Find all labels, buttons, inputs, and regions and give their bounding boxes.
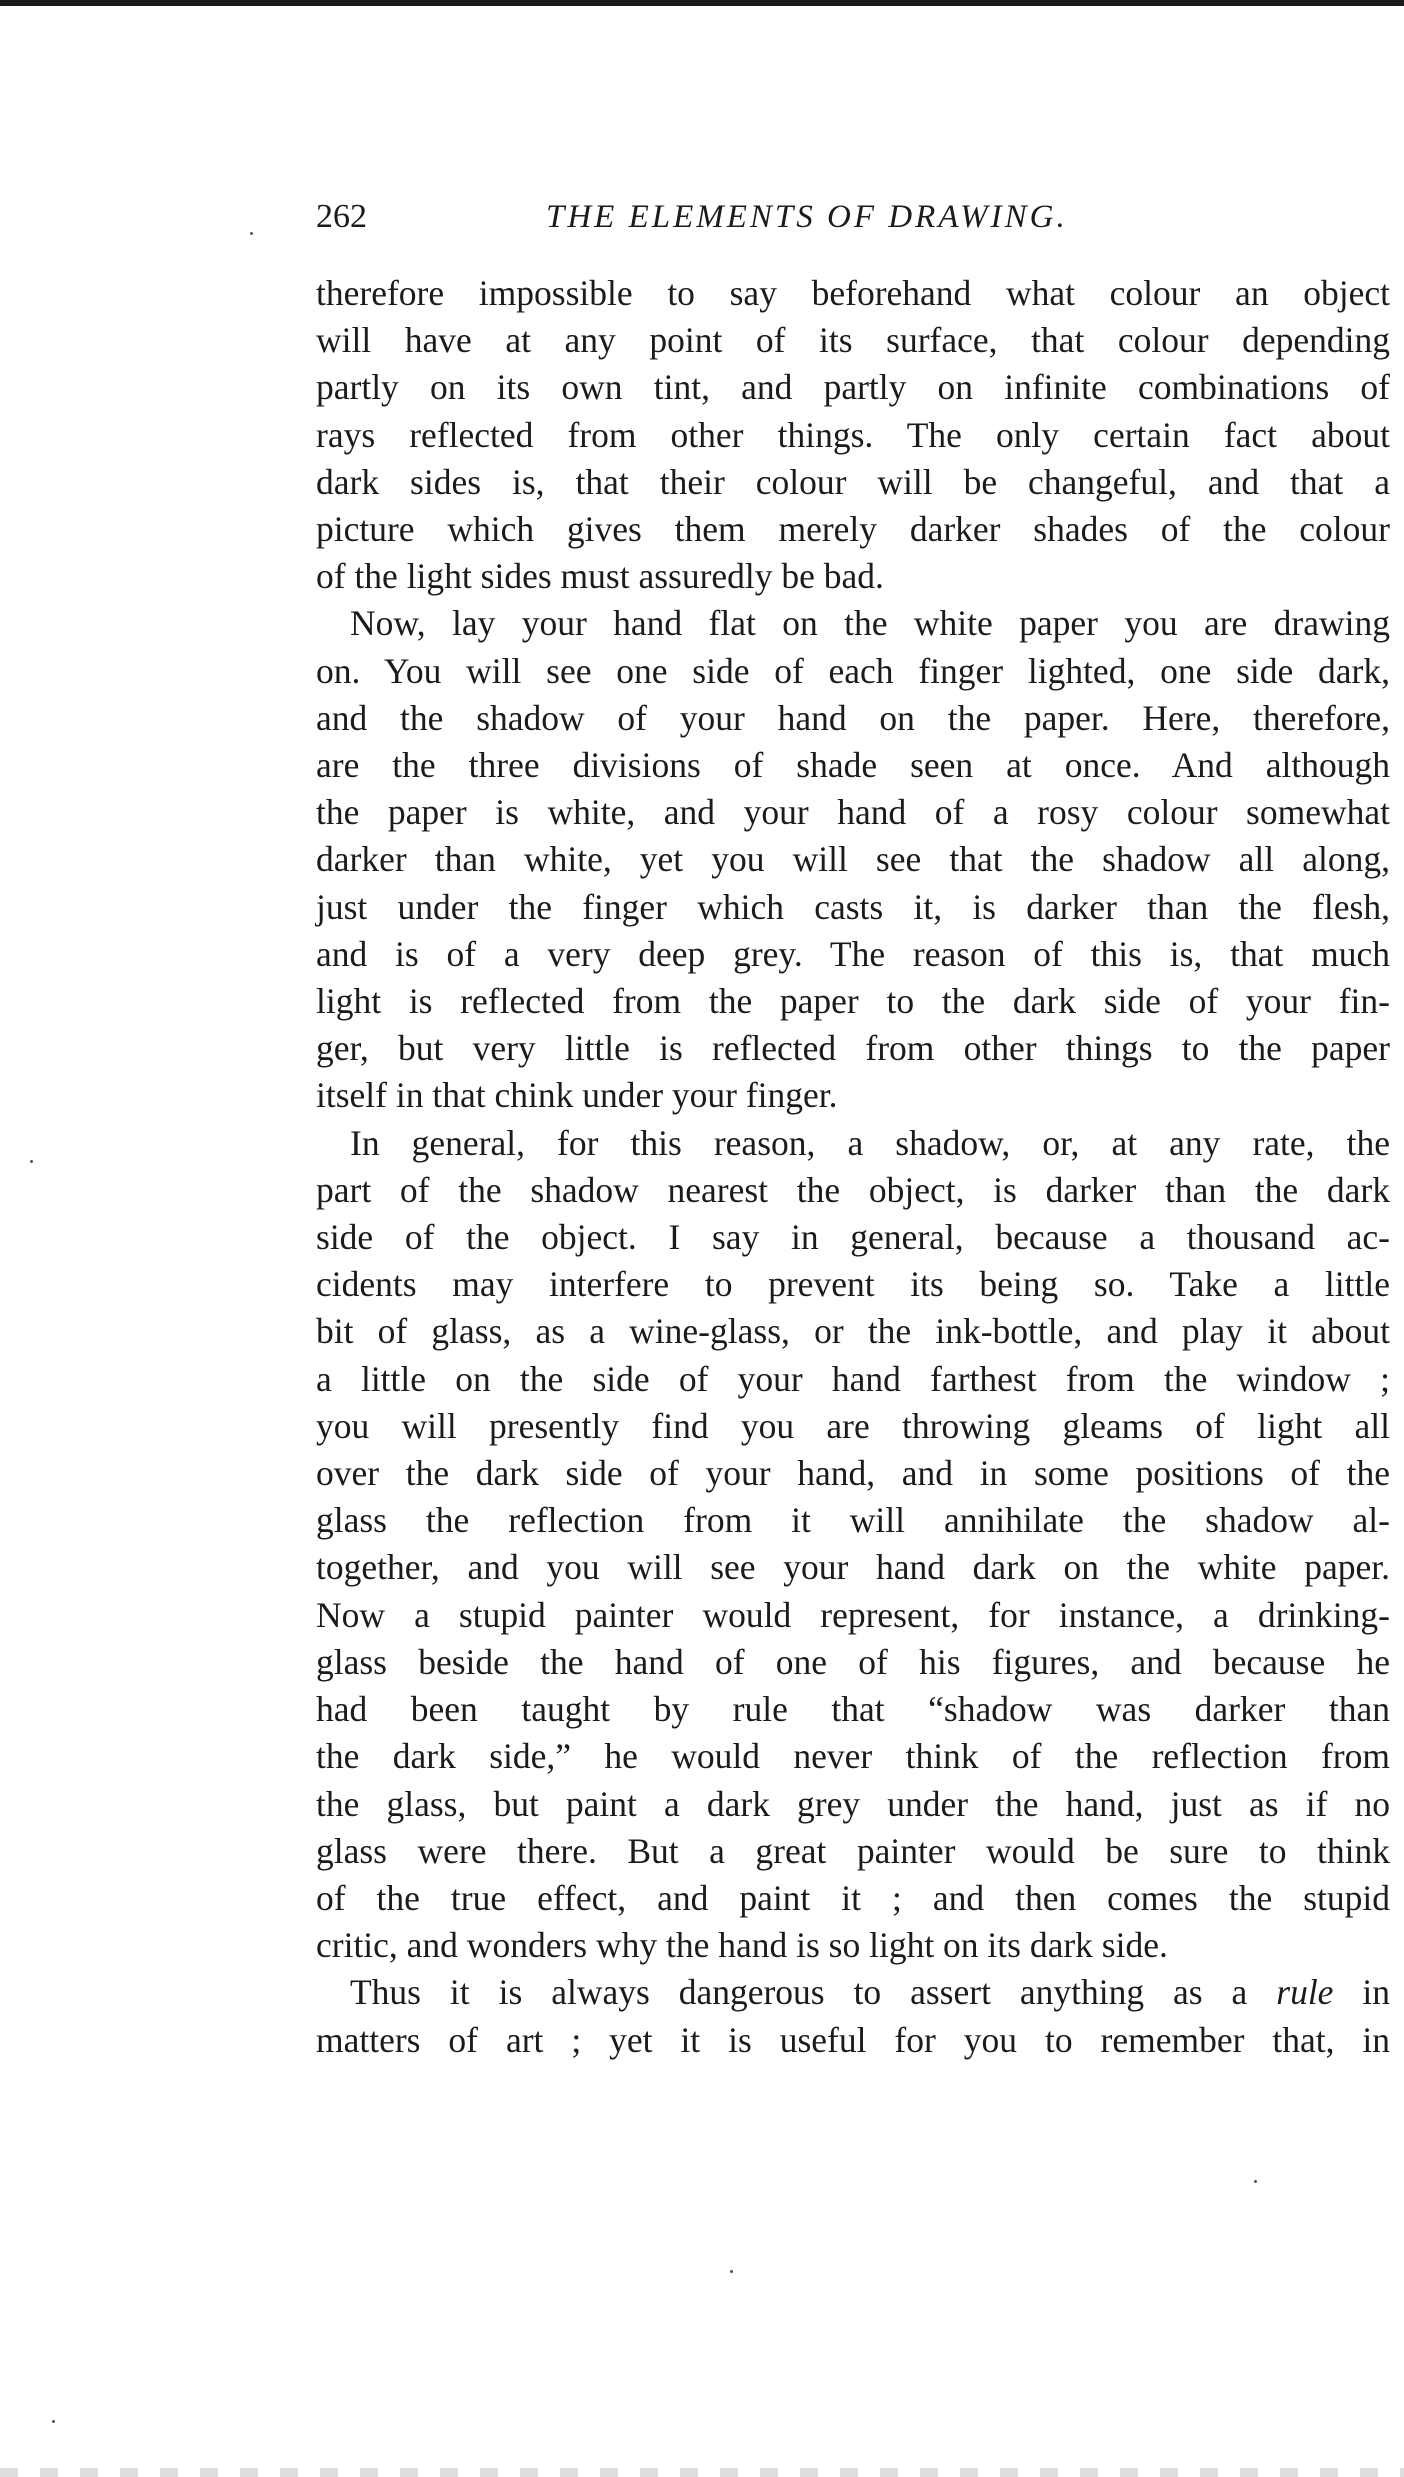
scan-speck <box>1254 2180 1257 2183</box>
text-line: of the light sides must assuredly be bad. <box>316 556 884 597</box>
body-text <box>316 270 1390 2064</box>
paragraph <box>316 1969 1390 2063</box>
text-line: ger, but very little is reflected from other things to the paper <box>316 1028 1390 1069</box>
paragraph <box>316 1120 1390 1970</box>
page-header <box>316 192 1390 242</box>
text-line: Now, lay your hand flat on the white paper you are drawing <box>350 603 1390 644</box>
text-line: glass beside the hand of one of his figures, and because he <box>316 1641 1390 1682</box>
text-line: the glass, but paint a dark grey under the hand, just as if no <box>316 1783 1390 1824</box>
text-line: itself in that chink under your finger. <box>316 1075 838 1116</box>
text-line: part of the shadow nearest the object, is darker than the dark <box>316 1169 1390 1210</box>
text-line: darker than white, yet you will see that the shadow all along, <box>316 839 1390 880</box>
text-line: partly on its own tint, and partly on infinite combinations of <box>316 367 1390 408</box>
text-line: therefore impossible to say beforehand what colour an object <box>316 273 1390 313</box>
text-line: cidents may interfere to prevent its being so. Take a little <box>316 1264 1390 1305</box>
text-line: and is of a very deep grey. The reason of this is, that much <box>316 933 1390 974</box>
text-line: the paper is white, and your hand of a rosy colour somewhat <box>316 792 1390 833</box>
scan-top-edge <box>0 0 1404 6</box>
paragraph <box>316 270 1390 600</box>
text-line: will have at any point of its surface, that colour depending <box>316 320 1390 361</box>
text-line: In general, for this reason, a shadow, or, at any rate, the <box>350 1122 1390 1163</box>
text-line: just under the finger which casts it, is darker than the flesh, <box>316 886 1390 927</box>
text-line: the dark side,” he would never think of the reflection from <box>316 1736 1390 1777</box>
text-line: bit of glass, as a wine-glass, or the ink-bottle, and play it about <box>316 1311 1390 1352</box>
scan-speck <box>730 2270 733 2273</box>
scan-speck <box>250 232 253 235</box>
text-line: Now a stupid painter would represent, for instance, a drinking- <box>316 1594 1390 1635</box>
text-line: dark sides is, that their colour will be changeful, and that a <box>316 461 1390 502</box>
text-line: together, and you will see your hand dark on the white paper. <box>316 1547 1390 1588</box>
text-line: are the three divisions of shade seen at once. And although <box>316 745 1390 786</box>
text-line: light is reflected from the paper to the dark side of your fin- <box>316 981 1390 1022</box>
text-line: glass the reflection from it will annihilate the shadow al- <box>316 1500 1390 1541</box>
text-line: had been taught by rule that “shadow was darker than <box>316 1689 1390 1730</box>
text-line: you will presently find you are throwing gleams of light all <box>316 1405 1390 1446</box>
text-line: rays reflected from other things. The only certain fact about <box>316 414 1390 455</box>
text-line: side of the object. I say in general, because a thousand ac- <box>316 1217 1390 1258</box>
text-line: picture which gives them merely darker shades of the colour <box>316 509 1390 550</box>
text-line: on. You will see one side of each finger lighted, one side dark, <box>316 650 1390 691</box>
text-line: and the shadow of your hand on the paper. Here, therefore, <box>316 697 1390 738</box>
paragraph <box>316 600 1390 1119</box>
page-number: 262 <box>316 198 367 235</box>
text-line: over the dark side of your hand, and in some positions of the <box>316 1453 1390 1494</box>
scan-speck <box>30 1160 33 1163</box>
text-line: glass were there. But a great painter would be sure to think <box>316 1830 1390 1871</box>
text-line: critic, and wonders why the hand is so light on its dark side. <box>316 1925 1168 1966</box>
running-title: THE ELEMENTS OF DRAWING. <box>546 199 1068 235</box>
text-line: of the true effect, and paint it ; and then comes the stupid <box>316 1877 1390 1918</box>
text-line: matters of art ; yet it is useful for you to remember that, in <box>316 2019 1390 2060</box>
text-line: a little on the side of your hand farthest from the window ; <box>316 1358 1390 1399</box>
scan-bottom-edge <box>0 2468 1404 2477</box>
scan-speck <box>52 2420 55 2423</box>
text-line: Thus it is always dangerous to assert anything as a rule in <box>350 1972 1390 2013</box>
